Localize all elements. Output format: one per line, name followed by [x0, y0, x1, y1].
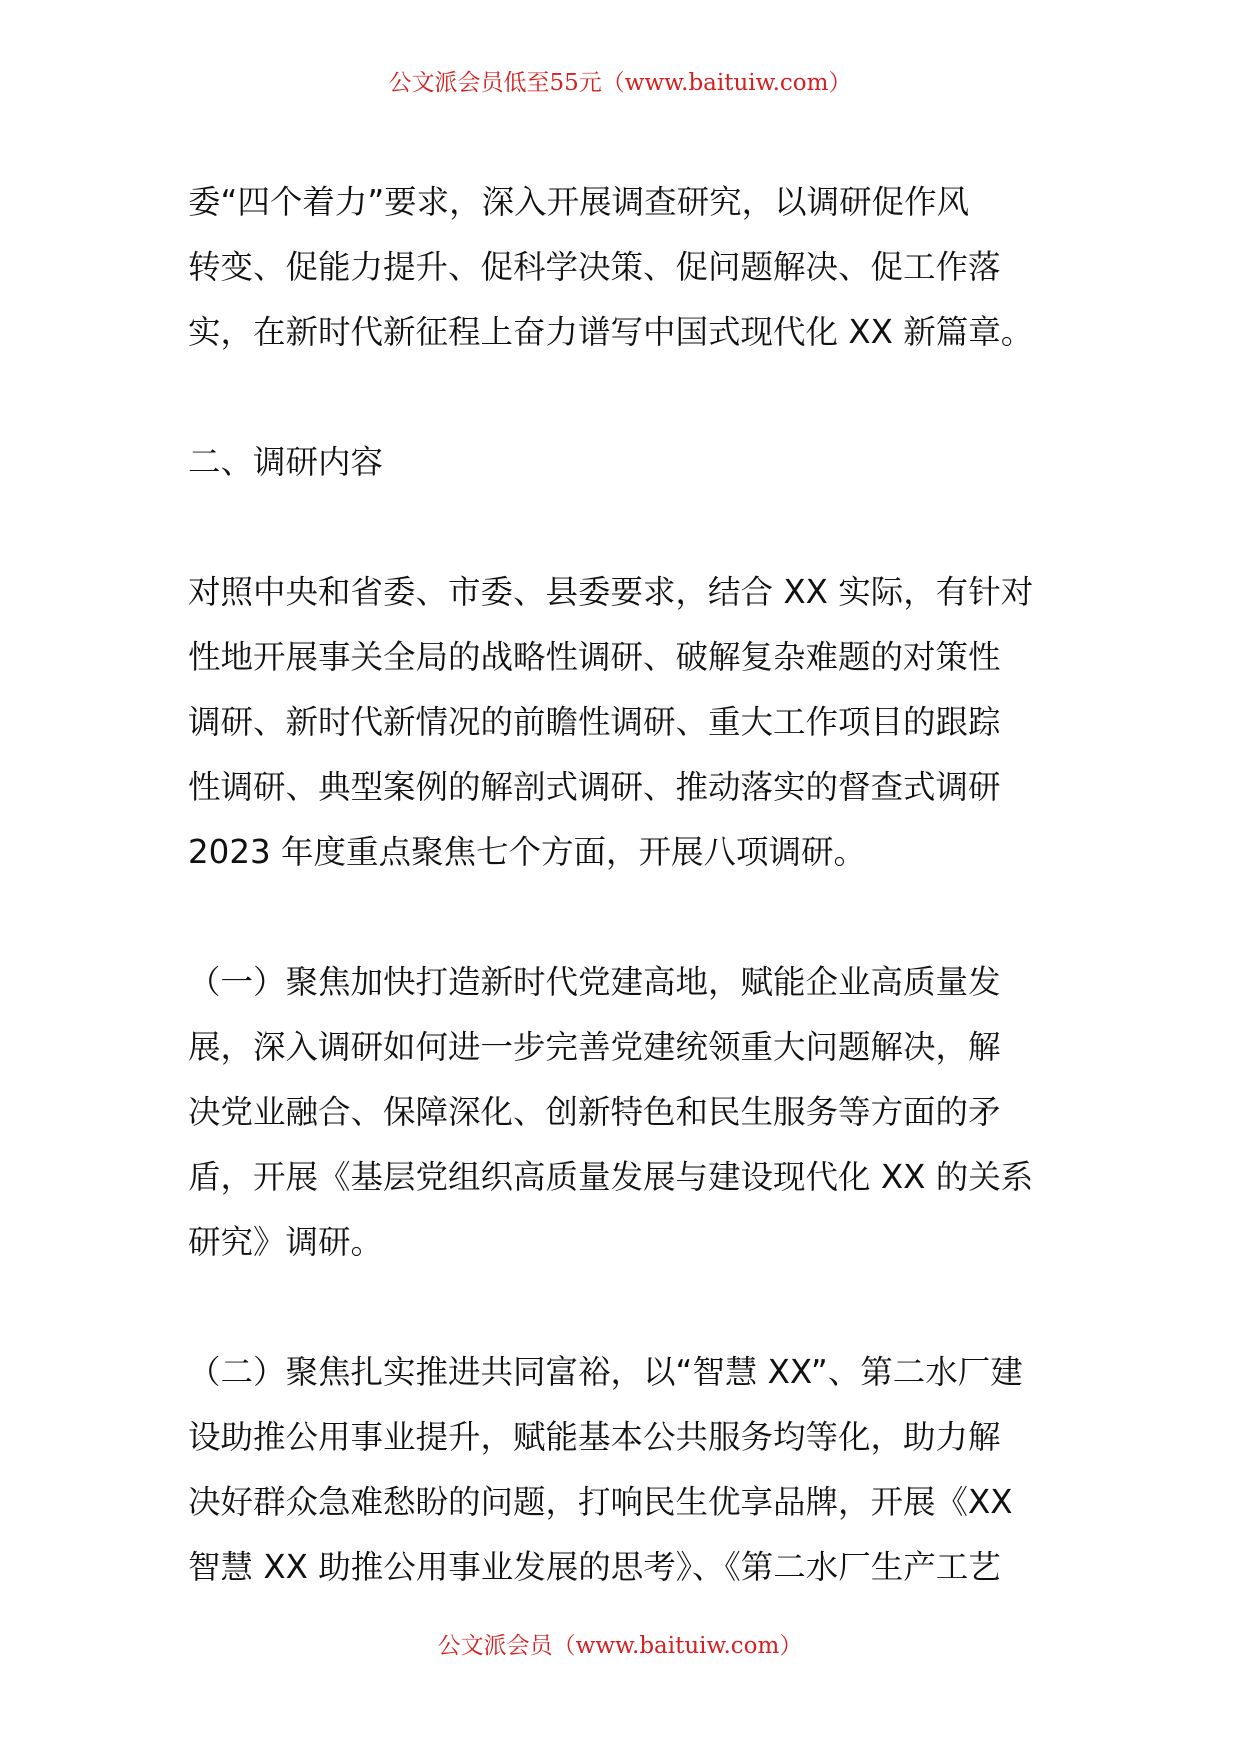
paragraph-item-two: [188, 1340, 1058, 1600]
section-heading: 二、调研内容: [188, 443, 384, 481]
text-line: 对照中央和省委、市委、县委要求，结合 XX 实际，有针对: [188, 573, 1034, 611]
text-line: 智慧 XX 助推公用事业发展的思考》、《第二水厂生产工艺: [188, 1548, 1001, 1586]
text-line: 决好群众急难愁盼的问题，打响民生优享品牌，开展《XX: [188, 1483, 1013, 1521]
paragraph-spacer: [188, 1275, 1058, 1340]
document-body: [188, 170, 1058, 1600]
text-line: 盾，开展《基层党组织高质量发展与建设现代化 XX 的关系: [188, 1158, 1034, 1196]
paragraph-item-one: [188, 950, 1058, 1275]
header-watermark-link: 公文派会员低至55元（www.baituiw.com）: [388, 70, 852, 96]
text-line: （一）聚焦加快打造新时代党建高地，赋能企业高质量发: [188, 963, 1001, 1001]
text-line: 实，在新时代新征程上奋力谱写中国式现代化 XX 新篇章。: [188, 313, 1034, 351]
text-line: 设助推公用事业提升，赋能基本公共服务均等化，助力解: [188, 1418, 1001, 1456]
text-line: 调研、新时代新情况的前瞻性调研、重大工作项目的跟踪: [188, 703, 1001, 741]
text-line: 展，深入调研如何进一步完善党建统领重大问题解决，解: [188, 1028, 1001, 1066]
text-line: （二）聚焦扎实推进共同富裕，以“智慧 XX”、第二水厂建: [188, 1353, 1023, 1391]
paragraph-spacer: [188, 885, 1058, 950]
paragraph-spacer: [188, 495, 1058, 560]
text-line: 性地开展事关全局的战略性调研、破解复杂难题的对策性: [188, 638, 1001, 676]
footer-watermark-link: 公文派会员（www.baituiw.com）: [437, 1633, 803, 1659]
text-line: 性调研、典型案例的解剖式调研、推动落实的督查式调研: [188, 768, 1001, 806]
text-line: 2023 年度重点聚焦七个方面，开展八项调研。: [188, 833, 867, 871]
paragraph-spacer: [188, 365, 1058, 430]
paragraph-research-content: [188, 560, 1058, 885]
text-line: 转变、促能力提升、促科学决策、促问题解决、促工作落: [188, 248, 1001, 286]
text-line: 决党业融合、保障深化、创新特色和民生服务等方面的矛: [188, 1093, 1001, 1131]
text-line: 委“四个着力”要求，深入开展调查研究，以调研促作风: [188, 183, 970, 221]
text-line: 研究》调研。: [188, 1223, 384, 1261]
paragraph-intro-continuation: [188, 170, 1058, 365]
